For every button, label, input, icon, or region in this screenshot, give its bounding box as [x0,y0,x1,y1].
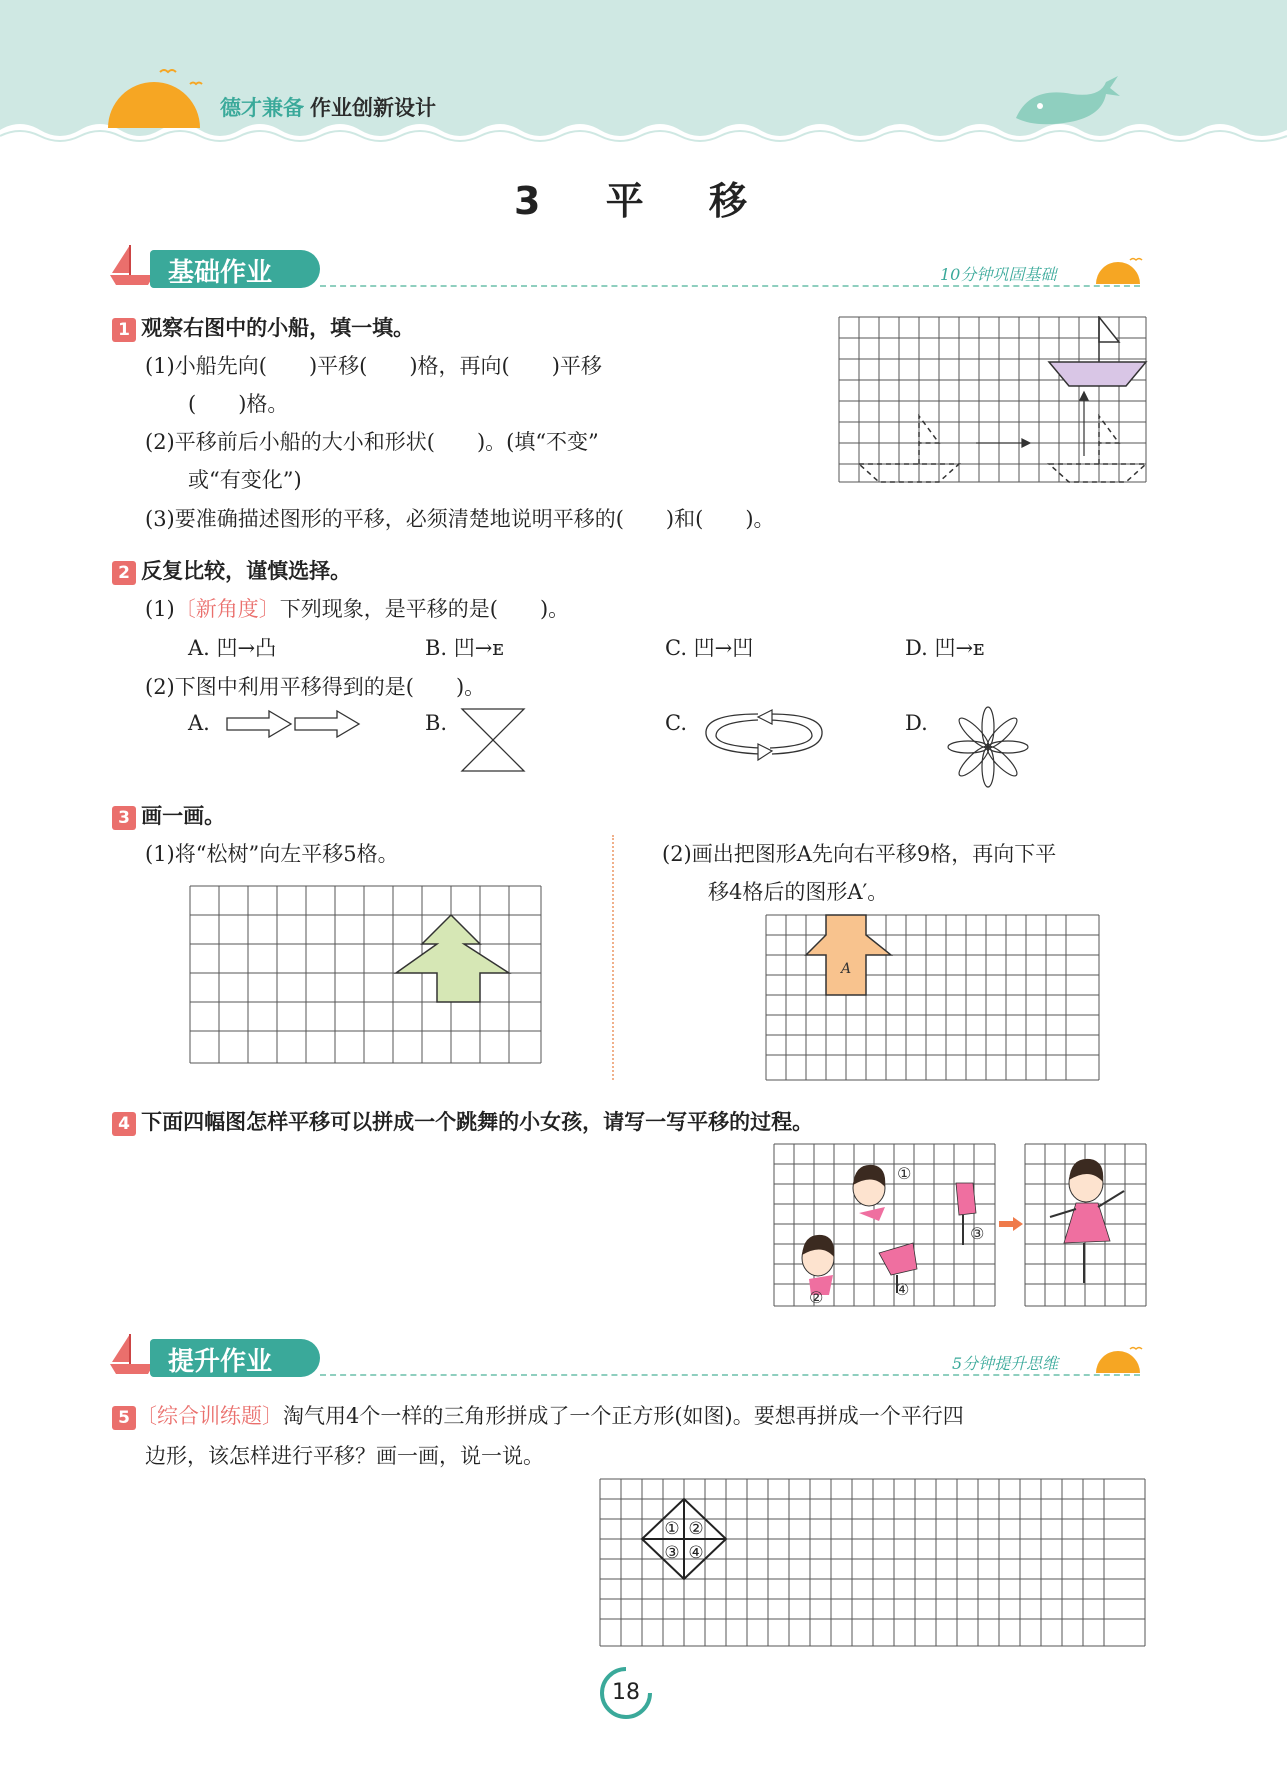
q4-number: 4 [112,1112,136,1136]
q3-part1: (1)将“松树”向左平移5格。 [145,842,399,866]
q2-p2-option-d[interactable]: D. [905,711,928,735]
shape-a [806,915,891,995]
q2-p2-option-c[interactable]: C. [665,711,687,735]
q1-line2: ( )格。 [188,392,289,416]
small-sun-icon [1090,254,1150,288]
q1-line1: (1)小船先向( )平移( )格，再向( )平移 [145,354,602,378]
q2-part1-text: 下列现象，是平移的是( )。 [279,597,570,621]
triangle-label-2: ② [688,1519,704,1539]
q2-block [112,555,351,585]
q1-block [112,312,414,342]
triangle-label-3: ③ [664,1543,680,1563]
section1-tag: 10分钟巩固基础 [940,265,1057,284]
q2-p1-option-a[interactable]: A. 凹→凸 [188,636,277,660]
piece-label-1: ① [897,1164,912,1183]
q5-line2: 边形，该怎样进行平移？画一画，说一说。 [145,1444,544,1468]
section2-divider [320,1374,1140,1376]
move-arrows [976,392,1088,456]
boat-grid-figure [838,316,1148,484]
grid-lines [766,915,1099,1080]
whale-icon [1010,72,1120,132]
small-sun-icon-2 [1090,1343,1150,1377]
q5-line1 [112,1400,964,1430]
q2-p1-option-d[interactable]: D. 凹→ᴇ [905,636,985,660]
result-arrow [998,1216,1024,1232]
q2-p2-option-b[interactable]: B. [425,711,448,735]
tree-grid-figure [189,885,543,1065]
hourglass-figure [458,706,528,774]
triangle-label-1: ① [664,1519,680,1539]
q3-part2-line2: 移4格后的图形A′。 [708,880,889,904]
brand-part2: 作业创新设计 [310,96,436,120]
q1-title: 观察右图中的小船，填一填。 [141,316,415,340]
q2-part1-tag: 〔新角度〕 [174,597,280,621]
q2-p1-option-b[interactable]: B. 凹→ᴇ [425,636,504,660]
q1-line3: (2)平移前后小船的大小和形状( )。(填“不变” [145,430,599,454]
piece-label-4: ④ [895,1280,910,1299]
q1-line4: 或“有变化”) [188,468,302,492]
shape-a-grid-figure [765,914,1101,1082]
diamond-square [642,1499,726,1579]
q2-part1 [145,593,569,623]
pine-tree-shape [396,915,509,1002]
moved-boat [1049,317,1146,482]
q3-part2-line1: (2)画出把图形A先向右平移9格，再向下平 [662,842,1057,866]
girl-pieces-grid [773,1143,997,1308]
triangle-label-4: ④ [688,1543,704,1563]
section1-divider [320,285,1140,287]
q2-part1-prefix: (1) [145,597,175,621]
q1-line5: (3)要准确描述图形的平移，必须清楚地说明平移的( )和( )。 [145,507,775,531]
grid-lines [600,1479,1145,1646]
girl-complete-grid [1024,1143,1148,1308]
sun-icon [100,60,210,130]
q1-number: 1 [112,318,136,342]
brand [220,92,436,122]
piece-1-head [853,1165,885,1221]
q5-tag: 〔综合训练题〕 [136,1404,283,1428]
q5-number: 5 [112,1406,136,1430]
section2-label: 提升作业 [168,1347,273,1377]
double-arrow-figure [225,708,365,740]
grid-lines [190,886,541,1063]
piece-label-3: ③ [970,1224,985,1243]
q2-part2: (2)下图中利用平移得到的是( )。 [145,675,486,699]
piece-2-head [802,1235,834,1295]
rotating-arrows-figure [700,706,830,764]
q5-text1: 淘气用4个一样的三角形拼成了一个正方形(如图)。要想再拼成一个平行四 [283,1404,964,1428]
q3-title: 画一画。 [141,804,226,828]
q3-divider [612,835,614,1080]
q4-title: 下面四幅图怎样平移可以拼成一个跳舞的小女孩，请写一写平移的过程。 [141,1110,814,1134]
brand-part1: 德才兼备 [220,96,304,120]
q2-p2-option-a[interactable]: A. [188,711,210,735]
q2-title: 反复比较，谨慎选择。 [141,559,352,583]
q2-p1-option-c[interactable]: C. 凹→凹 [665,636,754,660]
q4-block [112,1106,813,1136]
triangle-square-grid [599,1478,1147,1648]
page-number: 18 [612,1680,640,1705]
section1-label: 基础作业 [168,258,273,288]
section2-tag: 5分钟提升思维 [952,1354,1059,1373]
q3-number: 3 [112,806,136,830]
q3-block [112,800,225,830]
piece-label-2: ② [809,1288,824,1307]
flower-figure [942,704,1034,790]
q2-number: 2 [112,561,136,585]
shape-a-label: A [840,961,852,977]
page-title: 3 平 移 [514,179,773,223]
original-boat [859,416,959,482]
